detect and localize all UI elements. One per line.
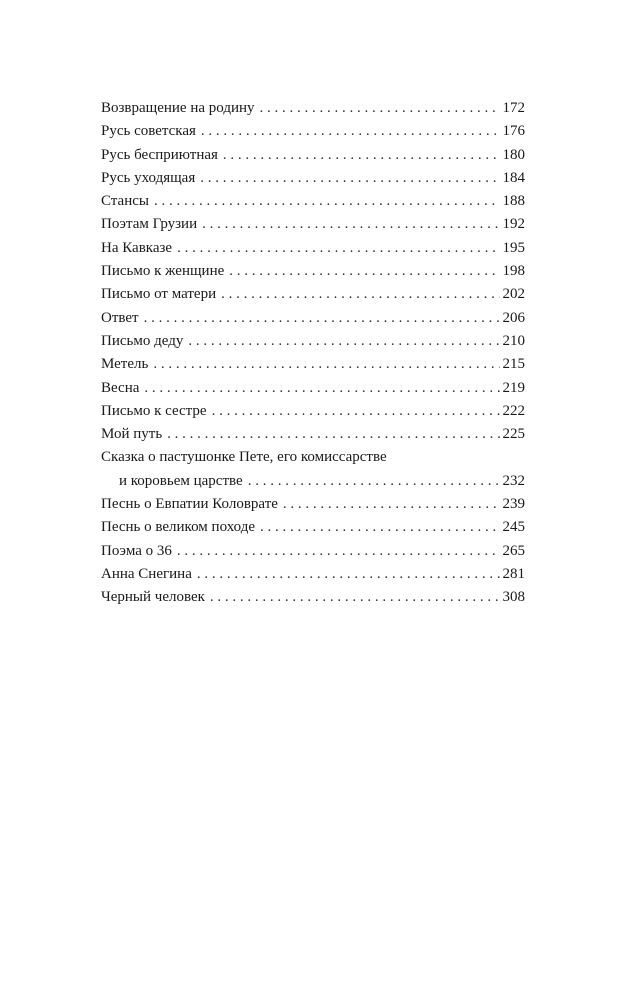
dot-leader [144,377,499,400]
toc-entry-page: 219 [502,379,525,396]
toc-entry-page: 215 [502,356,525,373]
dot-leader [212,400,500,423]
toc-entry-page: 239 [502,496,525,513]
toc-entry-page: 198 [502,263,525,280]
toc-entry-title: Весна [101,379,140,396]
toc-entry-title: Анна Снегина [101,565,192,582]
toc-entry-title: Поэтам Грузии [101,216,198,233]
dot-leader [177,540,500,563]
toc-entry [101,563,525,586]
toc-entry-page: 206 [502,309,525,326]
toc-entry [101,260,525,283]
toc-entry [101,516,525,539]
toc-entry [101,586,525,609]
toc-entry-page: 202 [502,286,525,303]
toc-entry-title: Письмо к сестре [101,402,207,419]
toc-entry [101,493,525,516]
toc-entry-title: Русь уходящая [101,169,196,186]
toc-entry-title: Стансы [101,193,149,210]
toc-entry-title: Мой путь [101,426,163,443]
table-of-contents [101,97,525,610]
toc-entry [101,213,525,236]
toc-entry-page: 281 [502,565,525,582]
dot-leader [201,120,500,143]
toc-entry-title: Черный человек [101,589,205,606]
toc-entry-page: 308 [502,589,525,606]
toc-entry-title-line1: Сказка о пастушонке Пете, его комиссарстве [101,449,387,466]
dot-leader [154,190,500,213]
dot-leader [283,493,500,516]
toc-entry [101,307,525,330]
toc-entry-title: Русь бесприютная [101,146,218,163]
dot-leader [167,423,499,446]
dot-leader [200,167,499,190]
toc-entry-title: Русь советская [101,123,196,140]
toc-entry [101,470,525,493]
toc-entry [101,330,525,353]
toc-entry-title: Песнь о великом походе [101,519,255,536]
toc-entry [101,423,525,446]
dot-leader [221,283,499,306]
dot-leader [197,563,500,586]
dot-leader [153,353,499,376]
toc-entry-page: 225 [502,426,525,443]
dot-leader [260,97,500,120]
toc-entry-title: Песнь о Евпатии Коловрате [101,496,278,513]
dot-leader [144,307,500,330]
toc-entry [101,237,525,260]
dot-leader [229,260,499,283]
toc-entry-title: Ответ [101,309,139,326]
toc-entry-page: 210 [502,332,525,349]
toc-entry-page: 192 [502,216,525,233]
toc-entry [101,190,525,213]
toc-entry-title: Возвращение на родину [101,100,255,116]
toc-entry [101,283,525,306]
toc-entry-page: 195 [502,239,525,256]
toc-entry-page: 222 [502,402,525,419]
dot-leader [260,516,500,539]
dot-leader [188,330,499,353]
dot-leader [210,586,500,609]
toc-entry [101,400,525,423]
toc-entry [101,377,525,400]
toc-entry [101,353,525,376]
toc-entry-title-line2: и коровьем царстве [119,472,243,489]
dot-leader [177,237,499,260]
toc-entry-page: 245 [502,519,525,536]
toc-entry-title: Письмо деду [101,332,184,349]
dot-leader [223,144,500,167]
dot-leader [202,213,499,236]
toc-entry [101,167,525,190]
toc-entry-page: 265 [502,542,525,559]
toc-entry [101,120,525,143]
toc-entry-page: 172 [502,100,525,116]
toc-entry-title: Письмо от матери [101,286,217,303]
toc-entry-page: 180 [502,146,525,163]
toc-entry-page: 232 [502,472,525,489]
toc-entry-page: 184 [502,169,525,186]
toc-entry-page: 188 [502,193,525,210]
dot-leader [248,470,500,493]
toc-entry-title: Метель [101,356,149,373]
toc-entry-title: Письмо к женщине [101,263,225,280]
toc-entry-title: На Кавказе [101,239,173,256]
toc-entry-title: Поэма о 36 [101,542,172,559]
toc-entry [101,540,525,563]
toc-entry [101,97,525,120]
toc-entry [101,144,525,167]
toc-entry-multiline [101,446,525,493]
toc-entry-page: 176 [502,123,525,140]
